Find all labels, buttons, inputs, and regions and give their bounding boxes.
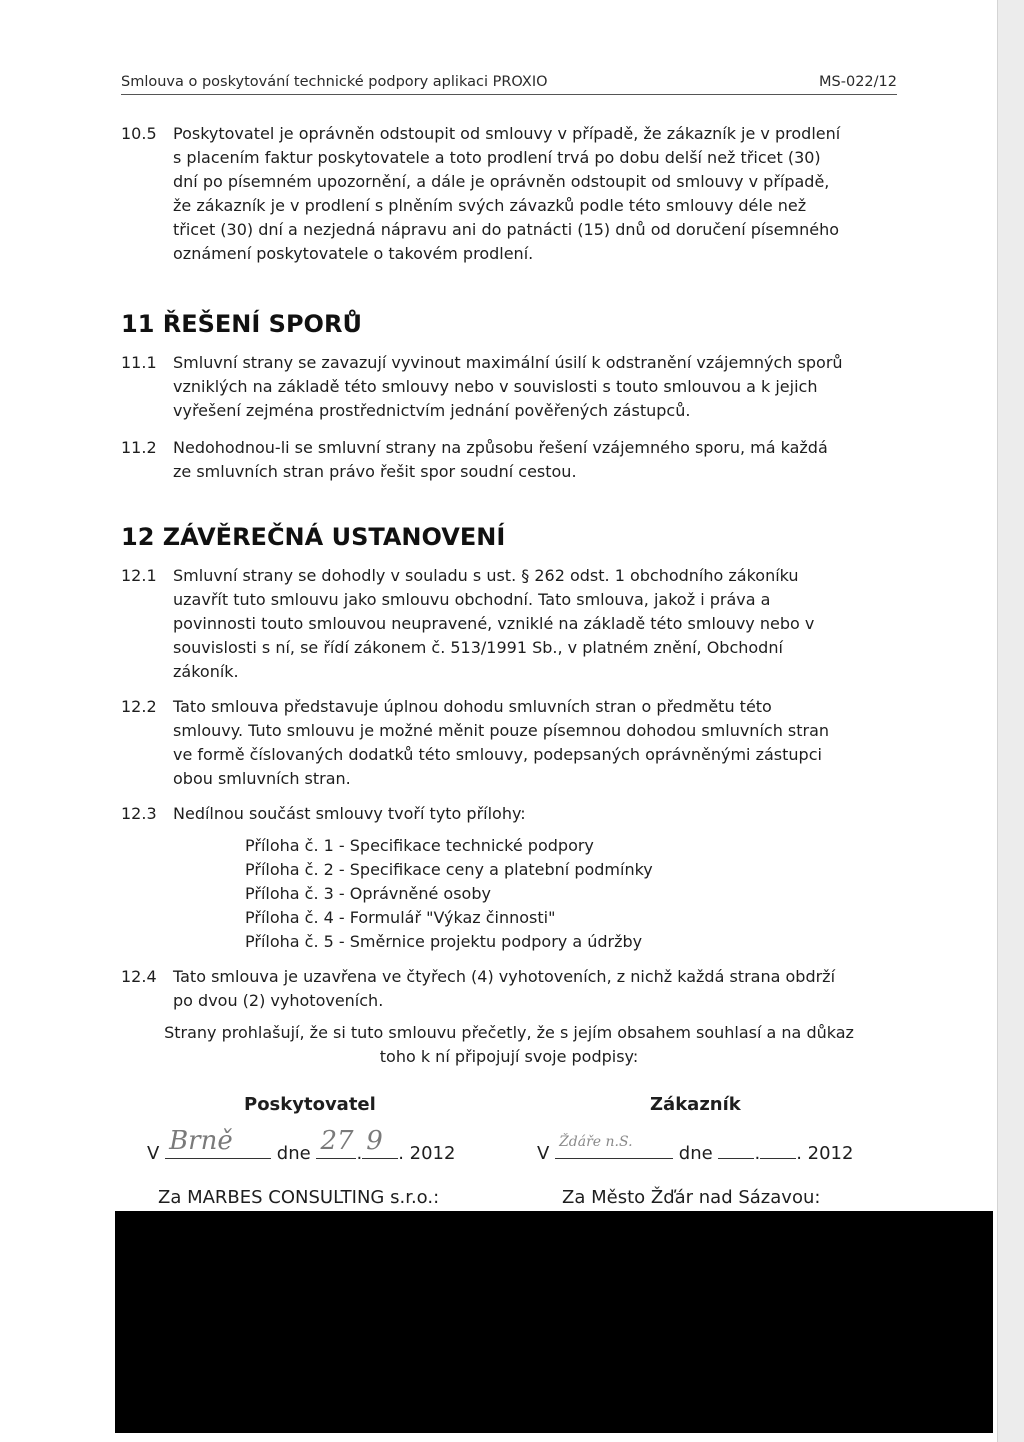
- customer-place-date: V Ždáře n.S. dne . . 2012: [537, 1134, 854, 1164]
- text-line: obou smluvních stran.: [173, 769, 351, 788]
- date-prefix: dne: [276, 1143, 311, 1164]
- clause-number: 11.1: [121, 353, 157, 372]
- clause-12-4: [173, 965, 897, 1013]
- text-line: Poskytovatel je oprávněn odstoupit od smlouvy v případě, že zákazník je v prodlení: [173, 124, 841, 143]
- place-blank: [555, 1134, 673, 1159]
- clause-12-2: [173, 695, 897, 791]
- year: . 2012: [796, 1143, 854, 1164]
- month-blank: [760, 1140, 796, 1159]
- scan-margin: [998, 0, 1024, 1442]
- attachment-item: Příloha č. 4 - Formulář "Výkaz činnosti": [245, 908, 556, 927]
- day-blank: [316, 1126, 356, 1159]
- provider-title: Poskytovatel: [244, 1094, 376, 1115]
- text-line: vyřešení zejména prostřednictvím jednání pověřených zástupců.: [173, 401, 691, 420]
- clause-11-1: [173, 351, 897, 423]
- attachment-item: Příloha č. 5 - Směrnice projektu podpory a údržby: [245, 932, 643, 951]
- month-blank: [362, 1126, 398, 1159]
- text-line: toho k ní připojují svoje podpisy:: [379, 1047, 639, 1066]
- provider-place-date: V Brně dne 27 . 9 . 2012: [147, 1126, 456, 1164]
- attachment-item: Příloha č. 2 - Specifikace ceny a platební podmínky: [245, 860, 653, 879]
- place-blank: [165, 1126, 271, 1159]
- year: . 2012: [398, 1143, 456, 1164]
- customer-company: Za Město Žďár nad Sázavou:: [562, 1187, 821, 1208]
- text-line: že zákazník je v prodlení s plněním svých závazků podle této smlouvy déle než: [173, 196, 807, 215]
- text-line: Tato smlouva představuje úplnou dohodu smluvních stran o předmětu této: [173, 697, 772, 716]
- text-line: ve formě číslovaných dodatků této smlouvy, podepsaných oprávněnými zástupci: [173, 745, 822, 764]
- text-line: Tato smlouva je uzavřena ve čtyřech (4) vyhotoveních, z nichž každá strana obdrží: [173, 967, 836, 986]
- header-rule: [121, 94, 897, 95]
- header-doc-number: MS-022/12: [819, 74, 897, 90]
- text-line: povinnosti touto smlouvou neupravené, vzniklé na základě této smlouvy nebo v: [173, 614, 815, 633]
- text-line: Nedohodnou-li se smluvní strany na způsobu řešení vzájemného sporu, má každá: [173, 438, 828, 457]
- clause-11-2: [173, 436, 897, 484]
- text-line: Strany prohlašují, že si tuto smlouvu přečetly, že s jejím obsahem souhlasí a na důkaz: [164, 1023, 854, 1042]
- text-line: vzniklých na základě této smlouvy nebo v souvislosti s touto smlouvou a k jejich: [173, 377, 818, 396]
- text-line: souvislosti s ní, se řídí zákonem č. 513/1991 Sb., v platném znění, Obchodní: [173, 638, 783, 657]
- date-prefix: dne: [678, 1143, 713, 1164]
- text-line: dní po písemném upozornění, a dále je oprávněn odstoupit od smlouvy v případě,: [173, 172, 830, 191]
- text-line: s placením faktur poskytovatele a toto prodlení trvá po dobu delší než třicet (30): [173, 148, 821, 167]
- section-heading: 12 ZÁVĚREČNÁ USTANOVENÍ: [121, 523, 506, 551]
- text-line: zákoník.: [173, 662, 239, 681]
- place-prefix: V: [537, 1143, 550, 1164]
- handwritten-day: 27: [320, 1126, 354, 1156]
- clause-number: 11.2: [121, 438, 157, 457]
- clause-12-1: [173, 564, 897, 684]
- clause-number: 12.1: [121, 566, 157, 585]
- clause-number: 12.3: [121, 804, 157, 823]
- text-line: ze smluvních stran právo řešit spor soudní cestou.: [173, 462, 577, 481]
- day-blank: [718, 1140, 754, 1159]
- text-line: oznámení poskytovatele o takovém prodlení.: [173, 244, 534, 263]
- section-heading: 11 ŘEŠENÍ SPORŮ: [121, 310, 362, 338]
- place-prefix: V: [147, 1143, 160, 1164]
- clause-number: 12.4: [121, 967, 157, 986]
- text-line: Smluvní strany se zavazují vyvinout maximální úsilí k odstranění vzájemných sporů: [173, 353, 843, 372]
- clause-12-3-intro: Nedílnou součást smlouvy tvoří tyto přílohy:: [173, 804, 526, 823]
- text-line: smlouvy. Tuto smlouvu je možné měnit pouze písemnou dohodou smluvních stran: [173, 721, 830, 740]
- closing-statement: [121, 1021, 897, 1069]
- clause-10-5: [173, 122, 897, 266]
- text-line: po dvou (2) vyhotoveních.: [173, 991, 384, 1010]
- clause-number: 10.5: [121, 124, 157, 143]
- handwritten-place: Brně: [169, 1126, 233, 1156]
- text-line: třicet (30) dní a nezjedná nápravu ani do patnácti (15) dnů od doručení písemného: [173, 220, 840, 239]
- redaction-block: [115, 1211, 993, 1433]
- handwritten-month: 9: [366, 1126, 383, 1156]
- header-title: Smlouva o poskytování technické podpory aplikaci PROXIO: [121, 74, 548, 90]
- customer-title: Zákazník: [650, 1094, 741, 1115]
- text-line: uzavřít tuto smlouvu jako smlouvu obchodní. Tato smlouva, jakož i práva a: [173, 590, 771, 609]
- attachment-item: Příloha č. 1 - Specifikace technické podpory: [245, 836, 594, 855]
- text-line: Smluvní strany se dohodly v souladu s ust. § 262 odst. 1 obchodního zákoníku: [173, 566, 799, 585]
- clause-number: 12.2: [121, 697, 157, 716]
- provider-company: Za MARBES CONSULTING s.r.o.:: [158, 1187, 440, 1208]
- attachment-item: Příloha č. 3 - Oprávněné osoby: [245, 884, 491, 903]
- handwritten-place: Ždáře n.S.: [559, 1134, 633, 1150]
